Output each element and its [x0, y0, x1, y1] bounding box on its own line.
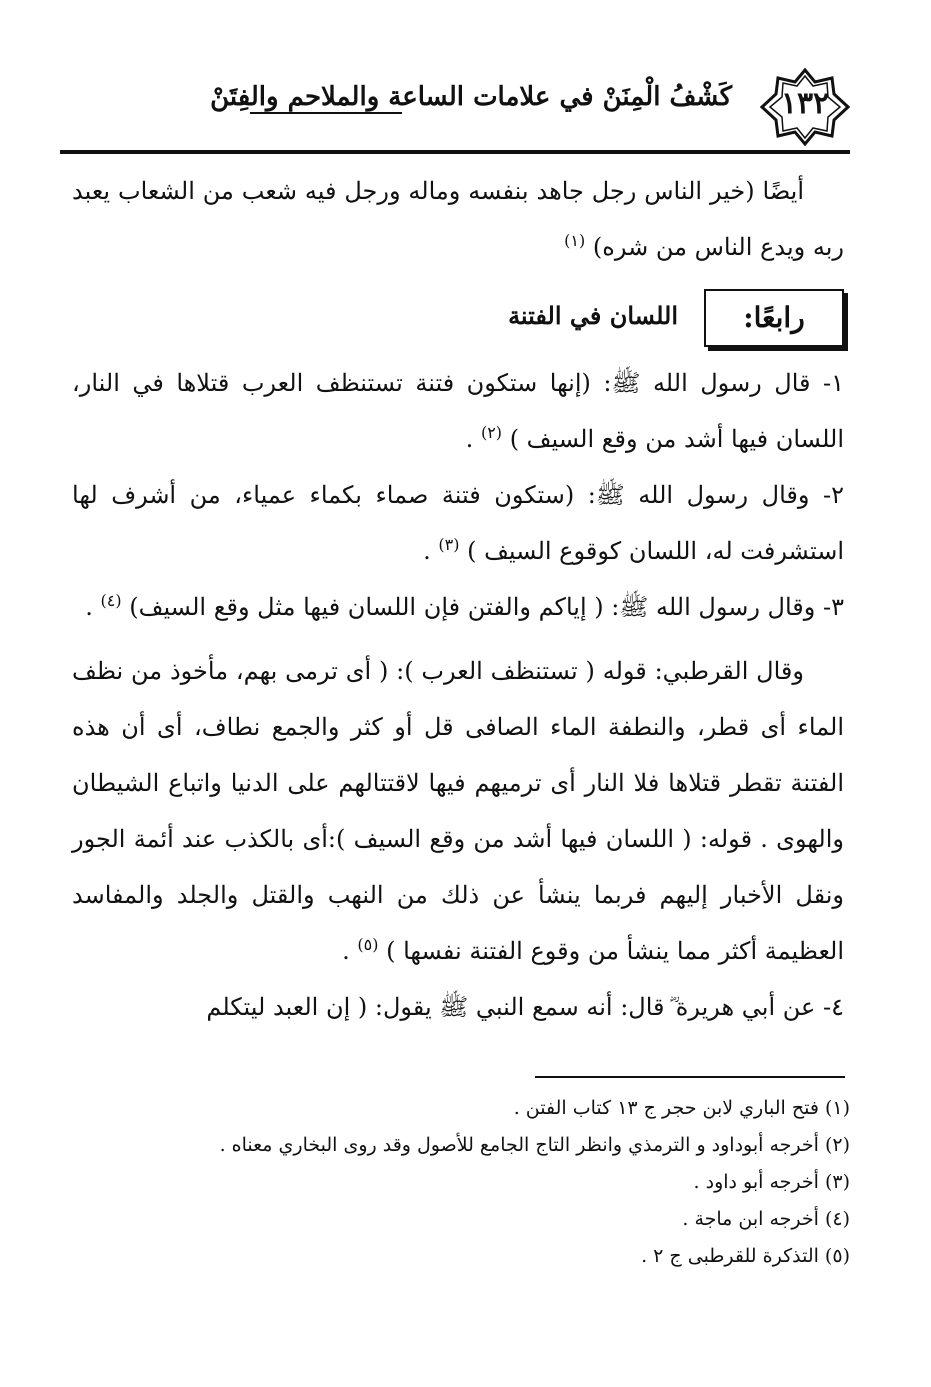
list-item-text: ٢- وقال رسول الله ﷺ: (ستكون فتنة صماء بكماء عمياء، من أشرف لها استشرفت له، اللسان كوقوع السيف )	[72, 481, 844, 565]
footnote-5: (٥) التذكرة للقرطبى ج ٢ .	[641, 1245, 850, 1267]
list-item-end: .	[85, 593, 93, 621]
page-number-badge	[760, 68, 850, 146]
list-item-text: ٣- وقال رسول الله ﷺ: ( إياكم والفتن فإن اللسان فيها مثل وقع السيف)	[129, 593, 844, 621]
footnote-4: (٤) أخرجه ابن ماجة .	[682, 1208, 850, 1230]
opening-text: أيضًا (خير الناس رجل جاهد بنفسه وماله ورجل فيه شعب من الشعاب يعبد ربه ويدع الناس من شره)	[72, 177, 844, 261]
commentary-paragraph	[72, 643, 844, 979]
page-number: ١٣٢	[780, 86, 830, 121]
list-item-text: ٤- عن أبي هريرة ؓ قال: أنه سمع النبي ﷺ يقول: ( إن العبد ليتكلم	[206, 993, 844, 1021]
commentary-text: وقال القرطبي: قوله ( تستنظف العرب ): ( أى ترمى بهم، مأخوذ من نظف الماء أى قطر، والنطفة الماء الصافى قل أو كثر والجمع نطاف، أى أن هذه الفتنة تقطر قتلاها فلا النار أى ترميهم فيها لاقتتالهم على الدنيا واتباع الشيطان والهوى . قوله: ( اللسان فيها أشد من وقع السيف ):أى بالكذب عند أئمة الجور ونقل الأخبار إليهم فربما ينشأ عن ذلك من النهب والقتل والجلد والمفاسد العظيمة أكثر مما ينشأ من وقوع الفتنة نفسها )	[72, 657, 844, 965]
section-label-box: رابعًا:	[704, 289, 844, 347]
main-text	[72, 163, 844, 1035]
list-item-1	[72, 355, 844, 467]
title-dash	[250, 112, 402, 114]
list-item-text: ١- قال رسول الله ﷺ: (إنها ستكون فتنة تستنظف العرب قتلاها في النار، اللسان فيها أشد من وقع السيف )	[72, 369, 844, 453]
opening-paragraph	[72, 163, 844, 275]
footnote-2: (٢) أخرجه أبوداود و الترمذي وانظر التاج الجامع للأصول وقد روى البخاري معناه .	[219, 1134, 850, 1156]
page-header	[60, 60, 850, 160]
footnotes	[60, 1090, 850, 1275]
footnote-ref-1: (١)	[564, 231, 586, 250]
header-rule	[60, 150, 850, 154]
section-title: اللسان في الفتنة	[508, 301, 678, 330]
footnote-ref-2: (٢)	[480, 423, 503, 442]
list-item-end: .	[465, 425, 474, 453]
footnote-3: (٣) أخرجه أبو داود .	[693, 1171, 850, 1193]
footnote-ref-4: (٤)	[100, 591, 122, 610]
running-title: كَشْفُ الْمِنَنْ في علامات الساعة والملاحم والفِتَنْ	[210, 82, 732, 112]
list-item-2	[72, 467, 844, 579]
list-item-4	[72, 979, 844, 1035]
footnote-1: (١) فتح الباري لابن حجر ج ١٣ كتاب الفتن .	[513, 1097, 850, 1119]
section-heading	[72, 289, 844, 349]
footnote-ref-3: (٣)	[438, 535, 460, 554]
list-item-end: .	[423, 537, 431, 565]
footnote-rule	[535, 1076, 845, 1078]
commentary-end: .	[342, 937, 350, 965]
footnote-ref-5: (٥)	[357, 935, 379, 954]
list-item-3	[72, 579, 844, 635]
